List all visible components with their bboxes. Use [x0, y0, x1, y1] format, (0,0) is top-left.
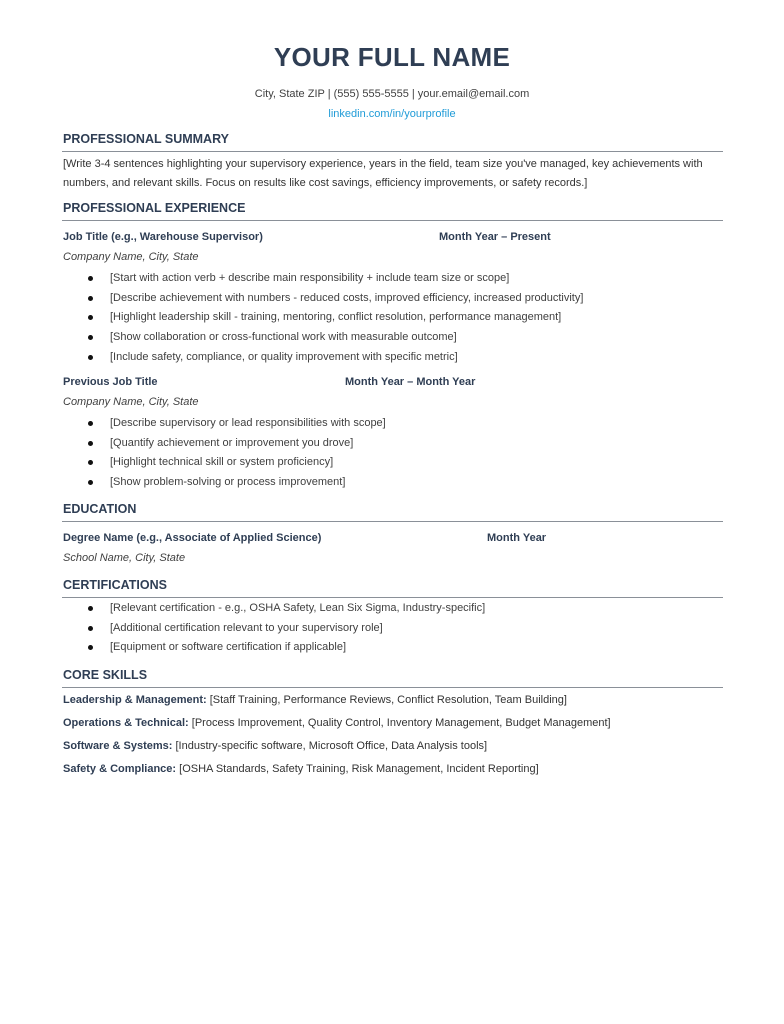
bullet-icon [88, 441, 93, 446]
job-dates: Month Year – Month Year [345, 376, 476, 388]
linkedin-link[interactable]: linkedin.com/in/yourprofile [328, 108, 456, 120]
skill-value: [Process Improvement, Quality Control, Inventory Management, Budget Management] [188, 717, 611, 729]
section-divider [62, 687, 723, 688]
section-divider [62, 521, 723, 522]
degree-name: Degree Name (e.g., Associate of Applied Science) [63, 532, 322, 544]
company-name: Company Name, City, State [63, 396, 199, 408]
skill-label: Software & Systems: [63, 740, 173, 752]
section-title-skills: CORE SKILLS [63, 668, 148, 682]
bullet-icon [88, 315, 93, 320]
company-name: Company Name, City, State [63, 251, 199, 263]
summary-text: [Write 3-4 sentences highlighting your supervisory experience, years in the field, team size you've managed, key achievements with numbers, and relevant skills. Focus on results like cost savings, efficiency improvements, or safety records.] [63, 158, 703, 189]
bullet-icon [88, 421, 93, 426]
bullet-icon [88, 335, 93, 340]
bullet-icon [88, 645, 93, 650]
section-divider [62, 151, 723, 152]
bullet-icon [88, 460, 93, 465]
skill-row [63, 763, 539, 775]
resume-page: YOUR FULL NAME City, State ZIP | (555) 555-5555 | your.email@email.com linkedin.com/in/yourprofile PROFESSIONAL SUMMARY [Write 3-4 sentences highlighting your supervisory experience, years in the field, team size you've managed, key achievements with numbers, and relevant skills. Focus on results like cost savings, efficiency improvements, or safety records.] PROFESSIONAL EXPERIENCE Job Title (e.g., Warehouse Supervisor) Month Year – Present Company Name, City, State [Start with action verb + describe main responsibility + include team size or scope] [Describe achievement with numbers - reduced costs, improved efficiency, increased productivity] [Highlight leadership skill - training, mentoring, conflict resolution, performance management] [Show collaboration or cross-functional work with measurable outcome] [Include safety, compliance, or quality improvement with specific metric] Previous Job Title Month Year – Month Year Company Name, City, State [Describe supervisory or lead responsibilities with scope] [Quantify achievement or improvement you drove] [Highlight technical skill or system proficiency] [Show problem-solving or process improvement] EDUCATION Degree Name (e.g., Associate of Applied Science) Month Year School Name, City, State CERTIFICATIONS [Relevant certification - e.g., OSHA Safety, Lean Six Sigma, Industry-specific] [Additional certification relevant to your supervisory role] [Equipment or software certification if applicable] CORE SKILLS Leadership & Management: [Staff Training, Performance Reviews, Conflict Resolution, Team Building] Operations & Technical: [Process Improvement, Quality Control, Inventory Management, Budget Management] Software & Systems: [Industry-specific software, Microsoft Office, Data Analysis tools] Safety & Compliance: [OSHA Standards, Safety Training, Risk Management, Incident Reporting] [0, 0, 784, 1024]
skill-value: [OSHA Standards, Safety Training, Risk Management, Incident Reporting] [176, 763, 539, 775]
skill-value: [Industry-specific software, Microsoft Office, Data Analysis tools] [172, 740, 488, 752]
job-title: Job Title (e.g., Warehouse Supervisor) [63, 231, 263, 243]
bullet-icon [88, 296, 93, 301]
skill-label: Safety & Compliance: [63, 763, 177, 775]
skill-label: Operations & Technical: [63, 717, 189, 729]
bullet-icon [88, 626, 93, 631]
bullet-icon [88, 276, 93, 281]
bullet-icon [88, 355, 93, 360]
job-dates: Month Year – Present [439, 231, 551, 243]
skill-row [63, 694, 567, 706]
school-name: School Name, City, State [63, 552, 186, 564]
section-title-certifications: CERTIFICATIONS [63, 578, 167, 592]
section-title-experience: PROFESSIONAL EXPERIENCE [63, 201, 246, 215]
section-title-education: EDUCATION [63, 502, 137, 516]
contact-line: City, State ZIP | (555) 555-5555 | your.email@email.com [254, 88, 530, 100]
skill-label: Leadership & Management: [63, 694, 207, 706]
section-title-summary: PROFESSIONAL SUMMARY [63, 132, 229, 146]
section-divider [62, 220, 723, 221]
bullet-icon [88, 606, 93, 611]
job-title: Previous Job Title [63, 376, 158, 388]
full-name: YOUR FULL NAME [273, 42, 511, 72]
skill-row [63, 740, 487, 752]
skill-value: [Staff Training, Performance Reviews, Conflict Resolution, Team Building] [206, 694, 567, 706]
section-divider [62, 597, 723, 598]
graduation-date: Month Year [487, 532, 547, 544]
skill-row [63, 717, 611, 729]
bullet-icon [88, 480, 93, 485]
